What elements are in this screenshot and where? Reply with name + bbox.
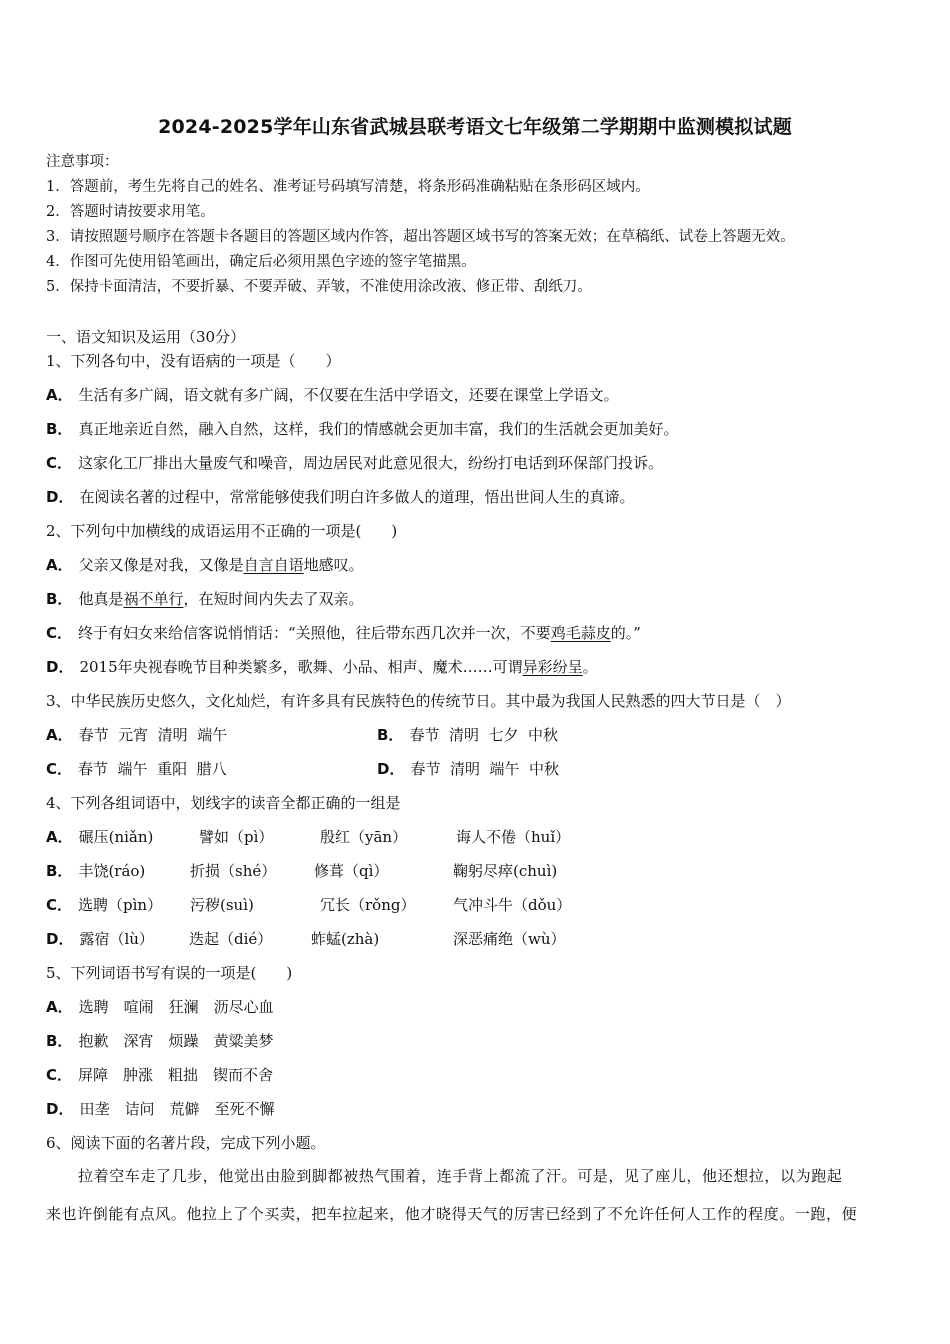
question-4-option-b <box>46 861 145 881</box>
section-heading: 一、语文知识及运用（30分） <box>46 328 246 346</box>
option-text: 春节 端午 重阳 腊八 <box>78 760 227 778</box>
option-text: 春节 清明 七夕 中秋 <box>409 726 559 744</box>
notice-item: 3．请按照题号顺序在答题卡各题目的答题区域内作答，超出答题区域书写的答案无效；在草稿纸、试卷上答题无效。 <box>46 229 795 245</box>
word-item: 修葺（qì） <box>314 862 389 880</box>
reading-passage-line: 拉着空车走了几步，他觉出由脸到脚都被热气围着，连手背上都流了汗。可是，见了座儿，他还想拉，以为跑起 <box>78 1167 843 1185</box>
option-label: D． <box>377 760 405 778</box>
word-item: 折损（shé） <box>190 862 277 880</box>
option-label: C． <box>46 454 73 472</box>
word-item: 诲人不倦（huǐ） <box>456 828 571 846</box>
question-5-stem: 5、下列词语书写有误的一项是( ) <box>46 964 293 982</box>
question-5-option-a <box>46 997 274 1017</box>
word-item: 深恶痛绝（wù） <box>453 930 566 948</box>
option-label: D． <box>46 1100 74 1118</box>
option-text: 地感叹。 <box>303 556 364 574</box>
option-text: 2015年央视春晚节目种类繁多，歌舞、小品、相声、魔术……可谓 <box>79 658 523 676</box>
option-label: C． <box>46 896 73 914</box>
option-label: D． <box>46 488 74 506</box>
option-text: 父亲又像是对我，又像是 <box>78 556 244 574</box>
question-2-option-d <box>46 657 598 677</box>
option-label: A． <box>46 386 73 404</box>
question-4-option-a <box>46 827 153 847</box>
option-text: 抱歉 深宵 烦躁 黄粱美梦 <box>78 1032 274 1050</box>
option-text: 。 <box>582 658 598 676</box>
page-title: 2024-2025学年山东省武城县联考语文七年级第二学期期中监测模拟试题 <box>158 116 792 138</box>
option-label: B． <box>46 590 73 608</box>
question-2-option-c <box>46 623 641 643</box>
question-1-option-a <box>46 385 619 405</box>
question-4-option-c <box>46 895 162 915</box>
question-2-option-a <box>46 555 364 575</box>
underlined-idiom: 自言自语 <box>243 556 304 574</box>
question-1-option-d <box>46 487 634 507</box>
question-1-stem: 1、下列各句中，没有语病的一项是（ ） <box>46 352 341 370</box>
question-4-option-d <box>46 929 154 949</box>
option-label: C． <box>46 1066 73 1084</box>
option-text: 真正地亲近自然，融入自然，这样，我们的情感就会更加丰富，我们的生活就会更加美好。 <box>78 420 679 438</box>
notice-item: 4．作图可先使用铅笔画出，确定后必须用黑色字迹的签字笔描黑。 <box>46 254 476 270</box>
option-text: 选聘 喧闹 狂澜 沥尽心血 <box>78 998 274 1016</box>
question-4-stem: 4、下列各组词语中，划线字的读音全都正确的一组是 <box>46 794 401 812</box>
option-text: 春节 元宵 清明 端午 <box>78 726 228 744</box>
option-text: 终于有妇女来给信客说悄悄话：“关照他，往后带东西几次并一次，不要 <box>78 624 551 642</box>
word-item: 污秽(suì) <box>190 896 254 914</box>
word-item: 碾压(niǎn) <box>78 828 154 846</box>
notice-item: 2．答题时请按要求用笔。 <box>46 204 215 220</box>
option-label: B． <box>46 1032 73 1050</box>
question-2-stem: 2、下列句中加横线的成语运用不正确的一项是( ) <box>46 522 398 540</box>
reading-passage-line: 来也许倒能有点风。他拉上了个买卖，把车拉起来，他才晓得天气的厉害已经到了不允许任何人工作的程度。一跑，便 <box>46 1205 858 1223</box>
word-item: 蚱蜢(zhà) <box>311 930 380 948</box>
option-label: C． <box>46 760 73 778</box>
question-5-option-d <box>46 1099 274 1119</box>
notice-item: 1．答题前，考生先将自己的姓名、准考证号码填写清楚，将条形码准确粘贴在条形码区域内。 <box>46 179 650 195</box>
underlined-idiom: 祸不单行 <box>123 590 184 608</box>
option-label: A． <box>46 556 73 574</box>
option-text: 他真是 <box>78 590 124 608</box>
underlined-idiom: 鸡毛蒜皮 <box>550 624 611 642</box>
question-5-option-b <box>46 1031 273 1051</box>
option-text: ，在短时间内失去了双亲。 <box>183 590 364 608</box>
option-text: 春节 清明 端午 中秋 <box>410 760 560 778</box>
word-item: 丰饶(ráo) <box>78 862 146 880</box>
option-label: A． <box>46 998 73 1016</box>
question-6-stem: 6、阅读下面的名著片段，完成下列小题。 <box>46 1134 326 1152</box>
option-text: 在阅读名著的过程中，常常能够使我们明白许多做人的道理，悟出世间人生的真谛。 <box>79 488 635 506</box>
option-text: 这家化工厂排出大量废气和噪音，周边居民对此意见很大，纷纷打电话到环保部门投诉。 <box>78 454 664 472</box>
word-item: 冗长（rǒng） <box>320 896 416 914</box>
notice-item: 5．保持卡面清洁，不要折暴、不要弄破、弄皱，不准使用涂改液、修正带、刮纸刀。 <box>46 279 592 295</box>
question-1-option-b <box>46 419 678 439</box>
option-text: 的。” <box>610 624 641 642</box>
question-3-option-a <box>46 725 227 745</box>
question-3-option-b <box>377 725 558 745</box>
option-text: 屏障 肿涨 粗拙 锲而不舍 <box>78 1066 274 1084</box>
option-label: B． <box>377 726 404 744</box>
option-text: 田垄 诘问 荒僻 至死不懈 <box>79 1100 275 1118</box>
notice-heading: 注意事项： <box>46 154 119 170</box>
question-5-option-c <box>46 1065 273 1085</box>
question-3-option-c <box>46 759 227 779</box>
option-label: A． <box>46 726 73 744</box>
word-item: 气冲斗牛（dǒu） <box>453 896 572 914</box>
option-text: 生活有多广阔，语文就有多广阔，不仅要在生活中学语文，还要在课堂上学语文。 <box>78 386 619 404</box>
question-1-option-c <box>46 453 663 473</box>
option-label: C． <box>46 624 73 642</box>
word-item: 迭起（dié） <box>189 930 273 948</box>
word-item: 殷红（yān） <box>320 828 408 846</box>
question-3-option-d <box>377 759 559 779</box>
word-item: 譬如（pì） <box>199 828 274 846</box>
word-item: 露宿（lù） <box>79 930 154 948</box>
option-label: A． <box>46 828 73 846</box>
word-item: 选聘（pìn） <box>78 896 163 914</box>
option-label: B． <box>46 862 73 880</box>
question-2-option-b <box>46 589 363 609</box>
option-label: D． <box>46 930 74 948</box>
word-item: 鞠躬尽瘁(chuì) <box>453 862 558 880</box>
underlined-idiom: 异彩纷呈 <box>522 658 583 676</box>
question-3-stem: 3、中华民族历史悠久，文化灿烂，有许多具有民族特色的传统节日。其中最为我国人民熟悉的四大节日是（ ） <box>46 692 791 710</box>
option-label: B． <box>46 420 73 438</box>
option-label: D． <box>46 658 74 676</box>
